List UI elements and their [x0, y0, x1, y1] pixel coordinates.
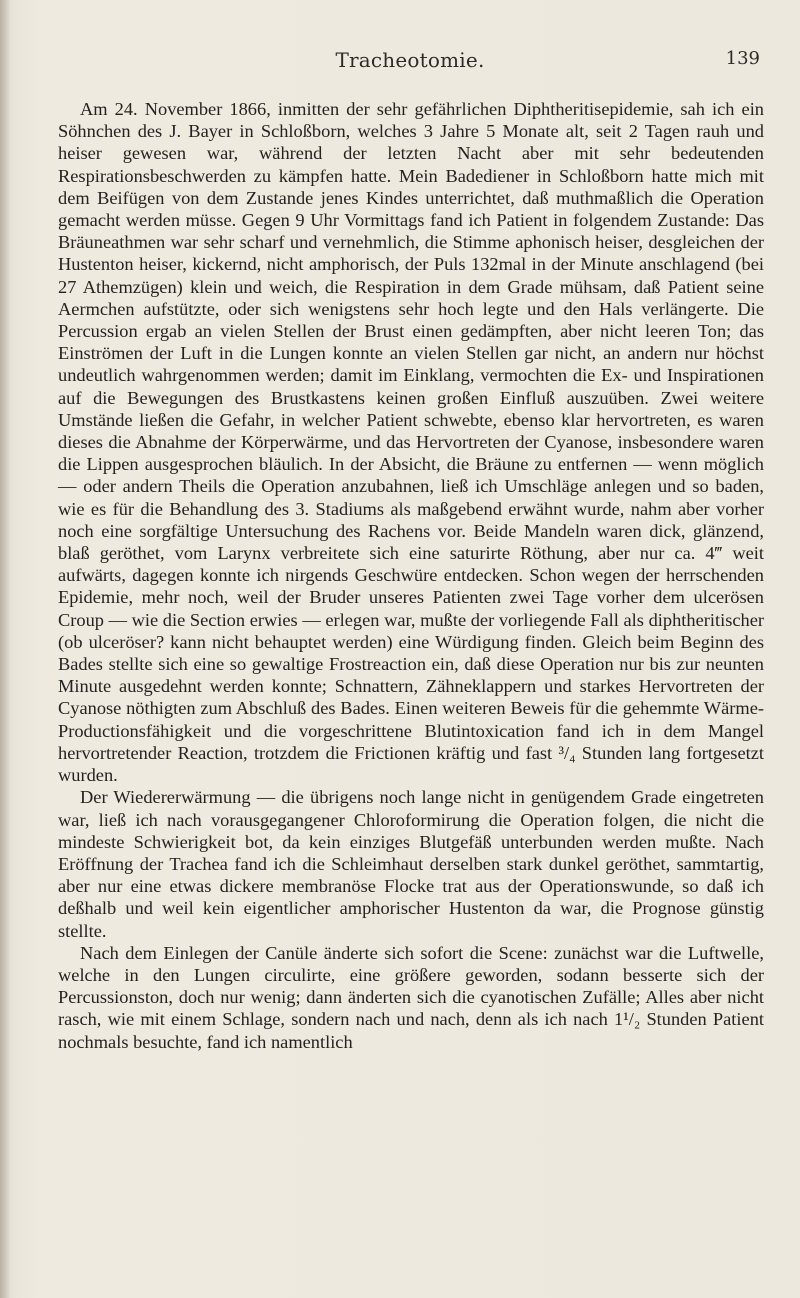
running-title: Tracheotomie.	[335, 48, 485, 72]
page-binding-shadow	[0, 0, 10, 1298]
page-header	[60, 48, 760, 78]
paragraph-1: Am 24. November 1866, inmitten der sehr gefährlichen Diphtheritisepidemie, sah ich ein Söhnchen des J. Bayer in Schloßborn, welches 3 Jahre 5 Monate alt, seit 2 Tagen rauh und heiser gewesen war, während der letzten Nacht aber mit sehr bedeutenden Respirationsbeschwerden zu kämpfen hatte. Mein Badediener in Schloßborn hatte mich mit dem Beifügen von dem Zustande jenes Kindes unterrichtet, daß muthmaßlich die Operation gemacht werden müsse. Gegen 9 Uhr Vormittags fand ich Patient in folgendem Zustande: Das Bräuneathmen war sehr scharf und vernehmlich, die Stimme aphonisch heiser, desgleichen der Hustenton heiser, kickernd, nicht amphorisch, der Puls 132mal in der Minute anschlagend (bei 27 Athemzügen) klein und weich, die Respiration in dem Grade mühsam, daß Patient seine Aermchen aufstützte, oder sich wenigstens sehr hoch legte und den Hals verlängerte. Die Percussion ergab an vielen Stellen der Brust einen gedämpften, aber nicht leeren Ton; das Einströmen der Luft in die Lungen konnte an vielen Stellen gar nicht, an andern nur höchst undeutlich wahrgenommen werden; damit im Einklang, vermochten die Ex- und Inspirationen auf die Bewegungen des Brustkastens keinen großen Einfluß auszuüben. Zwei weitere Umstände ließen die Gefahr, in welcher Patient schwebte, ebenso klar hervortreten, es waren dieses die Abnahme der Körperwärme, und das Hervortreten der Cyanose, insbesondere waren die Lippen ausgesprochen bläulich. In der Absicht, die Bräune zu entfernen — wenn möglich — oder andern Theils die Operation anzubahnen, ließ ich Umschläge anlegen und so baden, wie es für die Behandlung des 3. Stadiums als maßgebend erwähnt wurde, nahm aber vorher noch eine sorgfältige Untersuchung des Rachens vor. Beide Mandeln waren dick, glänzend, blaß geröthet, vom Larynx verbreitete sich eine saturirte Röthung, aber nur ca. 4‴ weit aufwärts, dagegen konnte ich nirgends Geschwüre entdecken. Schon wegen der herrschenden Epidemie, mehr noch, weil der Bruder unseres Patienten zwei Tage vorher dem ulcerösen Croup — wie die Section erwies — erlegen war, mußte der vorliegende Fall als diphtheritischer (ob ulceröser? kann nicht behauptet werden) eine Würdigung finden. Gleich beim Beginn des Bades stellte sich eine so gewaltige Frostreaction ein, daß diese Operation nur bis zur neunten Minute ausgedehnt werden konnte; Schnattern, Zähneklappern und starkes Hervortreten der Cyanose nöthigten zum Abschluß des Bades. Einen weiteren Beweis für die gehemmte Wärme-Productionsfähigkeit und die vorgeschrittene Blutintoxication fand ich in dem Mangel hervortretender Reaction, trotzdem die Frictionen kräftig und fast ³/₄ Stunden lang fortgesetzt wurden.	[58, 99, 764, 786]
body-text	[58, 98, 764, 1053]
paragraph-2: Der Wiedererwärmung — die übrigens noch lange nicht in genügendem Grade eingetreten war, ließ ich nach vorausgegangener Chloroformirung die Operation folgen, die nicht die mindeste Schwierigkeit bot, da kein einziges Blutgefäß unterbunden werden mußte. Nach Eröffnung der Trachea fand ich die Schleimhaut derselben stark dunkel geröthet, sammtartig, aber nur eine etwas dickere membranöse Flocke trat aus der Operationswunde, so daß ich deßhalb und weil kein eigentlicher amphorischer Hustenton da war, die Prognose günstig stellte.	[58, 787, 764, 941]
page-number: 139	[725, 48, 760, 69]
paragraph-3: Nach dem Einlegen der Canüle änderte sich sofort die Scene: zunächst war die Luftwelle, welche in den Lungen circulirte, eine größere geworden, sodann besserte sich der Percussionston, doch nur wenig; dann änderten sich die cyanotischen Zufälle; Alles aber nicht rasch, wie mit einem Schlage, sondern nach und nach, denn als ich nach 1¹/₂ Stunden Patient nochmals besuchte, fand ich namentlich	[58, 942, 764, 1052]
